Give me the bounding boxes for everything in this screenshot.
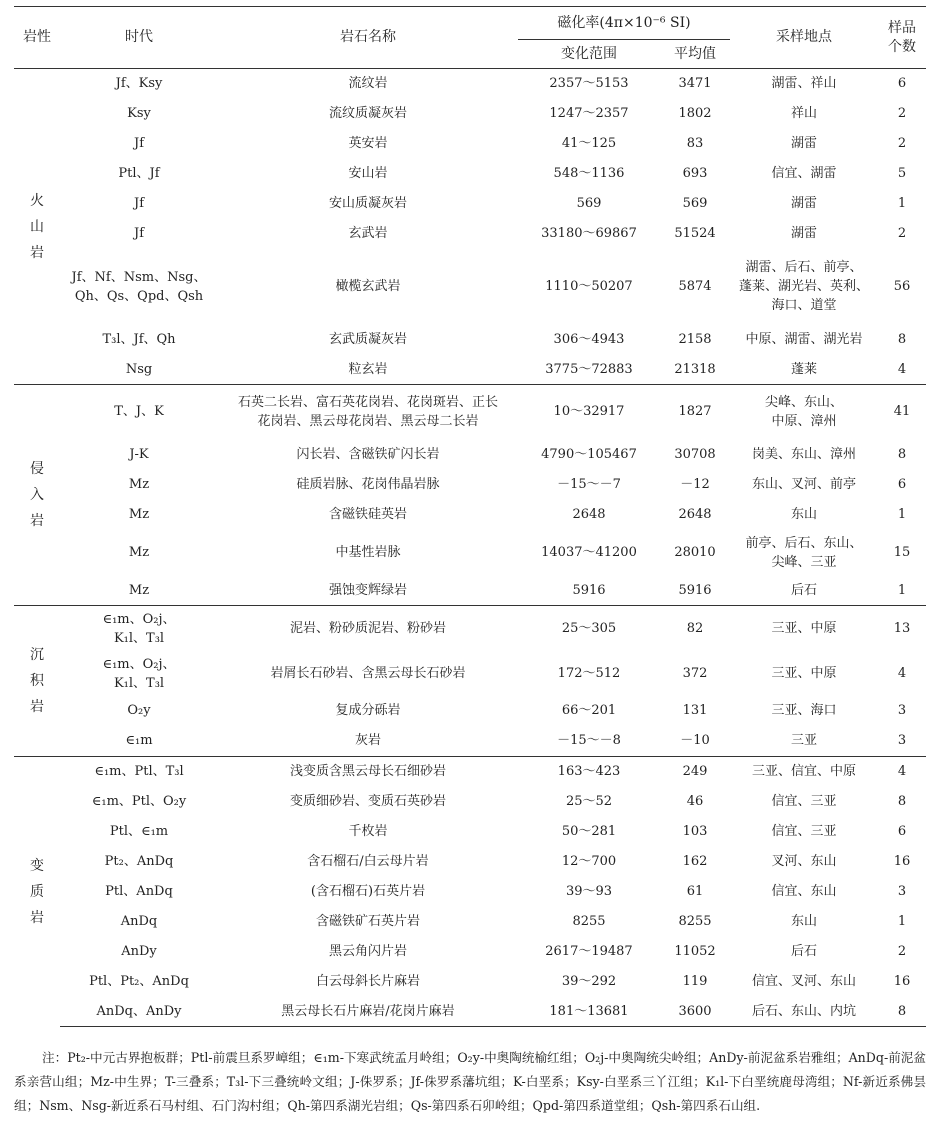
cell-range: 181～13681: [518, 997, 660, 1027]
table-row: [14, 907, 926, 937]
cell-rock-name: (含石榴石)石英片岩: [310, 884, 426, 899]
cell-era: Ptl、Pt₂、AnDq: [89, 974, 189, 989]
cell-sample-count: 2: [897, 136, 907, 151]
table-row: [14, 470, 926, 500]
cell-sample-count: 8: [897, 446, 907, 462]
cell-mean: 28010: [674, 545, 716, 560]
cell-location: 东山、叉河、前亭: [751, 477, 856, 492]
cell-location: 前亭、后石、东山、 尖峰、三亚: [745, 535, 863, 570]
table-row: [14, 652, 926, 696]
cell-era: T、J、K: [60, 385, 218, 439]
cell-range: 163～423: [518, 757, 660, 787]
cell-location: 三亚、海口: [771, 703, 837, 718]
cell-era: Jf: [133, 136, 145, 151]
cell-sample-count: 2: [897, 106, 907, 121]
table-row: [14, 967, 926, 997]
cell-sample-count: 4: [897, 361, 907, 377]
cell-mean: 1802: [678, 106, 712, 121]
header-mean: 平均值: [674, 45, 716, 62]
table-row: [14, 817, 926, 847]
table-row: [14, 530, 926, 576]
cell-location: 祥山: [790, 106, 817, 121]
cell-sample-count: 3: [897, 703, 907, 718]
cell-sample-count: 2: [897, 944, 907, 959]
cell-rock-name: 石英二长岩、富石英花岗岩、花岗斑岩、正长 花岗岩、黑云母花岗岩、黑云母二长岩: [218, 385, 518, 439]
header-sample-count: 样品 个数: [888, 19, 916, 55]
cell-mean: 83: [686, 136, 704, 151]
table-row: [14, 847, 926, 877]
table-row: [14, 696, 926, 726]
cell-range: 5916: [572, 582, 606, 598]
rock-category-char: 火: [30, 192, 44, 209]
table-row: [14, 189, 926, 219]
cell-era: Jf: [133, 226, 145, 241]
rock-category: [14, 69, 60, 385]
cell-location: 后石: [790, 944, 817, 959]
cell-era: Ptl、∈₁m: [109, 824, 169, 839]
cell-era: ∈₁m、Ptl、T₃l: [60, 757, 218, 787]
cell-rock-name: 硅质岩脉、花岗伟晶岩脉: [296, 477, 440, 492]
cell-range: 39～93: [565, 884, 613, 899]
cell-era: Jf、Nf、Nsm、Nsg、 Qh、Qs、Qpd、Qsh: [71, 269, 207, 304]
cell-range: 12～700: [561, 854, 617, 869]
cell-era: Ptl、Jf: [118, 166, 160, 181]
cell-location: 三亚、中原: [771, 666, 837, 681]
cell-mean: 2158: [678, 332, 712, 347]
cell-rock-name: 含磁铁矿石英片岩: [315, 914, 420, 929]
cell-range: 41～125: [561, 136, 617, 151]
cell-sample-count: 4: [897, 666, 907, 681]
cell-era: AnDy: [121, 944, 157, 959]
cell-range: 50～281: [561, 824, 617, 839]
header-rock-name: 岩石名称: [340, 29, 396, 45]
cell-location: 后石: [790, 582, 817, 598]
rock-category-char: 岩: [30, 244, 44, 261]
rock-category-char: 岩: [30, 909, 44, 926]
table-row: [14, 385, 926, 439]
cell-range: 4790～105467: [541, 446, 637, 462]
cell-era: Mz: [128, 477, 150, 492]
table-row: [14, 757, 926, 787]
cell-era: Ksy: [127, 106, 151, 121]
cell-sample-count: 5: [897, 166, 907, 181]
cell-range: －15～－7: [557, 477, 621, 492]
cell-sample-count: 16: [893, 854, 911, 869]
cell-rock-name: 安山岩: [348, 166, 388, 181]
cell-rock-name: 变质细砂岩、变质石英砂岩: [289, 794, 446, 809]
cell-range: 25～305: [518, 606, 660, 652]
cell-mean: 693: [682, 166, 708, 181]
cell-range: 8255: [572, 914, 606, 929]
cell-rock-name: 中基性岩脉: [335, 545, 401, 560]
cell-mean: 30708: [674, 446, 716, 462]
cell-era: Mz: [128, 507, 150, 522]
table-row: [14, 787, 926, 817]
cell-mean: 131: [682, 703, 708, 718]
cell-location: 叉河、东山: [771, 854, 837, 869]
header-location: 采样地点: [776, 29, 832, 45]
cell-mean: 8255: [678, 914, 712, 929]
cell-rock-name: 流纹质凝灰岩: [328, 106, 407, 121]
cell-mean: 162: [682, 854, 708, 869]
cell-rock-name: 黑云母长石片麻岩/花岗片麻岩: [218, 997, 518, 1027]
cell-era: ∈₁m、O₂j、 K₁l、T₃l: [60, 606, 218, 652]
table-row: [14, 99, 926, 129]
header-era: 时代: [125, 29, 153, 45]
cell-range: 2357～5153: [518, 69, 660, 99]
cell-sample-count: 3: [897, 733, 907, 749]
cell-rock-name: 含石榴石/白云母片岩: [307, 854, 429, 869]
cell-rock-name: 含磁铁硅英岩: [328, 507, 407, 522]
table-row: [14, 355, 926, 385]
cell-location: 后石、东山、内坑: [730, 997, 878, 1027]
cell-rock-name: 英安岩: [348, 136, 388, 151]
cell-rock-name: 复成分砾岩: [335, 703, 401, 718]
cell-era: Jf: [133, 196, 145, 211]
rock-category-char: 岩: [30, 513, 44, 529]
cell-rock-name: 流纹岩: [218, 69, 518, 99]
cell-location: 岗美、东山、漳州: [751, 446, 856, 462]
cell-rock-name: 岩屑长石砂岩、含黑云母长石砂岩: [270, 666, 466, 681]
cell-location: 信宜、叉河、东山: [751, 974, 856, 989]
cell-range: 33180～69867: [541, 226, 637, 241]
table-row: [14, 726, 926, 757]
cell-sample-count: 3: [897, 884, 907, 899]
cell-rock-name: 白云母斜长片麻岩: [315, 974, 420, 989]
cell-era: Mz: [128, 582, 150, 598]
cell-sample-count: 6: [897, 824, 907, 839]
cell-era: AnDq、AnDy: [60, 997, 218, 1027]
cell-era: AnDq: [120, 914, 158, 929]
cell-sample-count: 6: [878, 69, 926, 99]
cell-range: 569: [576, 196, 602, 211]
cell-location: 蓬莱: [790, 361, 817, 377]
rock-category: [14, 385, 60, 606]
cell-mean: 21318: [674, 361, 716, 377]
cell-mean: 1827: [660, 385, 730, 439]
rock-category-char: 山: [30, 218, 44, 235]
rock-category-char: 变: [30, 857, 44, 874]
cell-mean: 46: [686, 794, 704, 809]
cell-mean: 119: [682, 974, 708, 989]
cell-sample-count: 8: [897, 332, 907, 347]
cell-mean: 61: [686, 884, 704, 899]
rock-category-char: 岩: [30, 699, 44, 715]
cell-era: Jf、Ksy: [60, 69, 218, 99]
rock-category: [14, 757, 60, 1027]
cell-era: Pt₂、AnDq: [104, 854, 174, 869]
rock-category-char: 积: [30, 673, 44, 689]
cell-sample-count: 6: [897, 477, 907, 492]
cell-era: J-K: [129, 446, 149, 462]
susceptibility-table: [14, 6, 926, 1027]
rock-category: [14, 606, 60, 757]
cell-range: 306～4943: [553, 332, 625, 347]
cell-era: Ptl、AnDq: [105, 884, 173, 899]
cell-location: 三亚: [790, 733, 817, 749]
cell-range: 10～32917: [518, 385, 660, 439]
cell-sample-count: 1: [897, 507, 907, 522]
cell-era: ∈₁m、O₂j、 K₁l、T₃l: [102, 656, 176, 691]
cell-mean: 249: [660, 757, 730, 787]
cell-range: 548～1136: [553, 166, 625, 181]
cell-location: 信宜、三亚: [771, 794, 837, 809]
cell-location: 三亚、中原: [730, 606, 878, 652]
cell-mean: －12: [680, 477, 710, 492]
cell-rock-name: 橄榄玄武岩: [335, 279, 401, 294]
cell-range: －15～－8: [557, 733, 621, 749]
cell-rock-name: 安山质凝灰岩: [328, 196, 407, 211]
cell-location: 中原、湖雷、湖光岩: [745, 332, 863, 347]
cell-mean: －10: [680, 733, 710, 749]
cell-mean: 3600: [660, 997, 730, 1027]
cell-rock-name: 玄武岩: [348, 226, 388, 241]
cell-mean: 5916: [678, 582, 712, 598]
cell-sample-count: 41: [878, 385, 926, 439]
cell-era: Nsg: [125, 361, 153, 377]
cell-range: 66～201: [561, 703, 617, 718]
cell-location: 信宜、三亚: [771, 824, 837, 839]
cell-rock-name: 玄武质凝灰岩: [328, 332, 407, 347]
table-row: [14, 325, 926, 355]
table-row: [14, 159, 926, 189]
table-row: [14, 69, 926, 99]
cell-range: 172～512: [557, 666, 621, 681]
cell-rock-name: 闪长岩、含磁铁矿闪长岩: [296, 446, 440, 462]
table-row: [14, 249, 926, 325]
table-row: [14, 439, 926, 470]
cell-mean: 51524: [674, 226, 716, 241]
rock-category-char: 入: [30, 487, 44, 503]
cell-sample-count: 13: [878, 606, 926, 652]
cell-range: 25～52: [565, 794, 613, 809]
cell-mean: 11052: [674, 944, 716, 959]
cell-range: 14037～41200: [541, 545, 637, 560]
cell-location: 湖雷、祥山: [730, 69, 878, 99]
cell-location: 东山: [790, 507, 817, 522]
cell-rock-name: 浅变质含黑云母长石细砂岩: [218, 757, 518, 787]
cell-location: 东山: [790, 914, 817, 929]
cell-era: ∈₁m、Ptl、O₂y: [91, 794, 187, 809]
cell-range: 2617～19487: [545, 944, 633, 959]
cell-sample-count: 1: [897, 582, 907, 598]
cell-era: Mz: [128, 545, 150, 560]
cell-mean: 372: [682, 666, 708, 681]
table-row: [14, 606, 926, 652]
header-susceptibility: 磁化率(4π×10⁻⁶ SI): [518, 7, 730, 40]
table-row: [14, 500, 926, 530]
cell-sample-count: 1: [897, 196, 907, 211]
cell-sample-count: 2: [897, 226, 907, 241]
table-body: [14, 69, 926, 1027]
cell-era: T₃l、Jf、Qh: [102, 332, 176, 347]
cell-mean: 569: [682, 196, 708, 211]
cell-rock-name: 粒玄岩: [348, 361, 388, 377]
cell-location: 湖雷: [790, 136, 817, 151]
cell-sample-count: 8: [897, 794, 907, 809]
rock-category-char: 沉: [30, 647, 44, 663]
cell-mean: 2648: [678, 507, 712, 522]
table-header: [14, 7, 926, 69]
cell-mean: 5874: [678, 279, 712, 294]
cell-range: 1110～50207: [545, 279, 633, 294]
cell-location: 尖峰、东山、 中原、漳州: [730, 385, 878, 439]
cell-mean: 3471: [660, 69, 730, 99]
cell-rock-name: 泥岩、粉砂质泥岩、粉砂岩: [218, 606, 518, 652]
cell-location: 湖雷: [790, 196, 817, 211]
cell-mean: 82: [660, 606, 730, 652]
cell-range: 39～292: [561, 974, 617, 989]
table-row: [14, 937, 926, 967]
table-row: [14, 877, 926, 907]
cell-mean: 103: [682, 824, 708, 839]
cell-location: 信宜、东山: [771, 884, 837, 899]
cell-range: 2648: [572, 507, 606, 522]
table-row: [14, 576, 926, 606]
cell-sample-count: 15: [893, 545, 911, 560]
cell-location: 三亚、信宜、中原: [730, 757, 878, 787]
cell-sample-count: 1: [897, 914, 907, 929]
table-row: [14, 219, 926, 249]
cell-era: ∈₁m: [125, 733, 153, 749]
header-rock-type: 岩性: [23, 29, 51, 45]
rock-category-char: 质: [30, 883, 44, 900]
cell-location: 湖雷、后石、前亭、 蓬莱、湖光岩、英利、 海口、道堂: [738, 260, 869, 313]
table-note: 注：Pt₂-中元古界抱板群；Ptl-前震旦系罗嶂组；∈₁m-下寒武统孟月岭组；O₂y-中奥陶统榆红组；O₂j-中奥陶统尖岭组；AnDy-前泥盆系岩雅组；AnDq-前泥盆系亲营山组；Mz-中生界；T-三叠系；T₃l-下三叠统岭文组；J-侏罗系；Jf-侏罗系藩坑组；K-白垩系；Ksy-白垩系三丫江组；K₁l-下白垩统鹿母湾组；Nf-新近系佛昙组；Nsm、Nsg-新近系石马村组、石门沟村组；Qh-第四系湖光岩组；Qs-第四系石卯岭组；Qpd-第四系道堂组；Qsh-第四系石山组.: [14, 1050, 926, 1113]
cell-rock-name: 黑云角闪片岩: [328, 944, 407, 959]
rock-category-char: 侵: [30, 461, 44, 477]
cell-location: 信宜、湖雷: [771, 166, 837, 181]
cell-sample-count: 8: [878, 997, 926, 1027]
header-range: 变化范围: [561, 45, 617, 62]
cell-rock-name: 强蚀变辉绿岩: [328, 582, 407, 598]
cell-range: 1247～2357: [549, 106, 629, 121]
cell-location: 湖雷: [790, 226, 817, 241]
cell-sample-count: 16: [893, 974, 911, 989]
cell-sample-count: 4: [878, 757, 926, 787]
table-row: [14, 997, 926, 1027]
cell-range: 3775～72883: [545, 361, 633, 377]
table-row: [14, 129, 926, 159]
cell-rock-name: 千枚岩: [348, 824, 388, 839]
cell-rock-name: 灰岩: [354, 733, 381, 749]
cell-sample-count: 56: [893, 279, 911, 294]
cell-era: O₂y: [127, 703, 151, 718]
